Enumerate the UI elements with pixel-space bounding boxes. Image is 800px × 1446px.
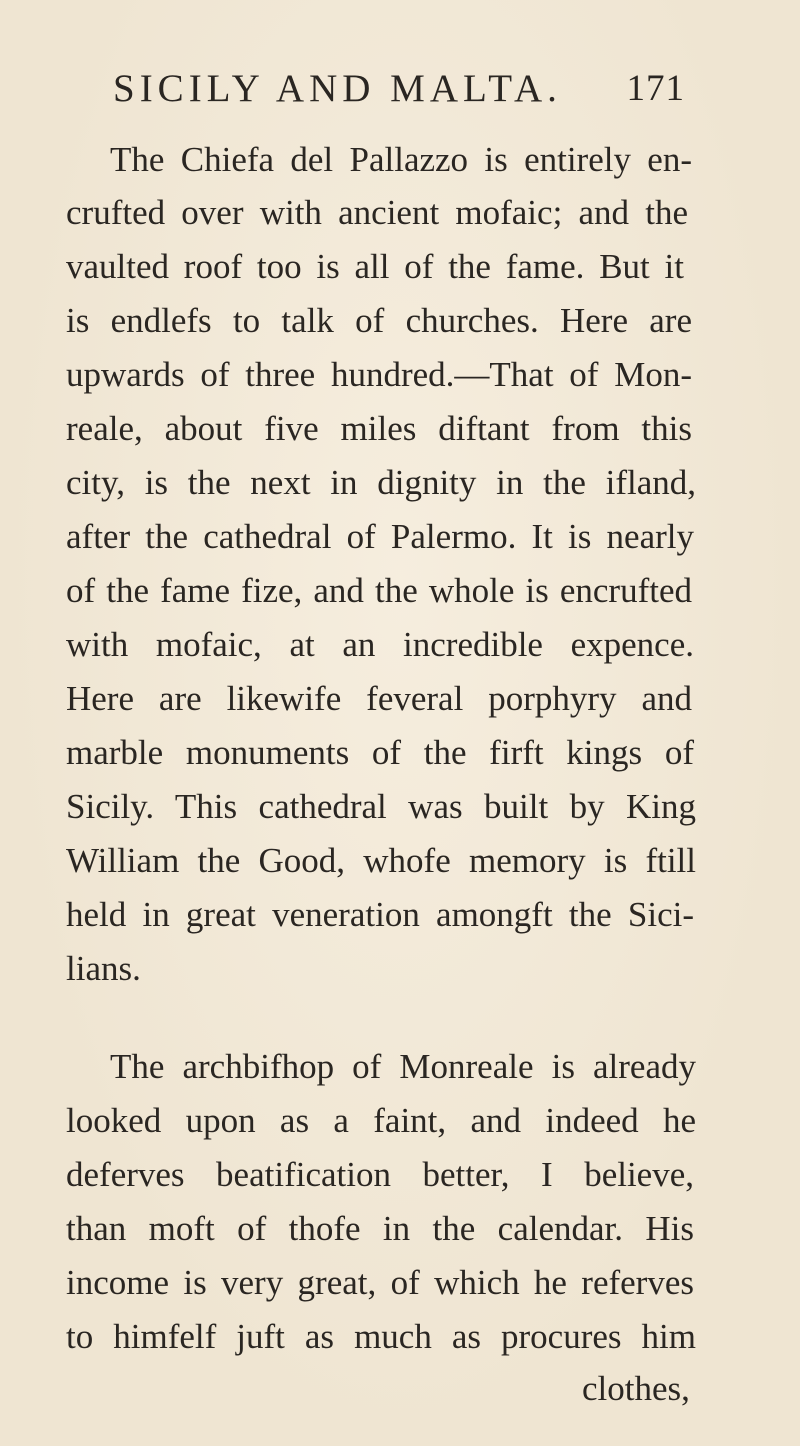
catchword: clothes, — [582, 1369, 690, 1408]
text-line: crufted over with ancient mofaic; and the — [66, 193, 688, 232]
text-line: is endlefs to talk of churches. Here are — [66, 301, 692, 340]
running-title: SICILY AND MALTA. — [113, 67, 562, 110]
text-line: of the fame fize, and the whole is encrufted — [66, 571, 692, 610]
text-line: with mofaic, at an incredible expence. — [66, 625, 694, 664]
text-line: Sicily. This cathedral was built by King — [66, 787, 696, 826]
text-line: deferves beatification better, I believe, — [66, 1155, 694, 1194]
text-line: to himfelf juft as much as procures him — [66, 1317, 696, 1356]
page-number: 171 — [626, 68, 685, 109]
page-header — [113, 64, 683, 114]
text-line: after the cathedral of Palermo. It is nearly — [66, 517, 694, 556]
text-line: marble monuments of the firft kings of — [66, 733, 694, 772]
text-line: Here are likewife feveral porphyry and — [66, 679, 692, 718]
text-line: reale, about five miles diftant from this — [66, 409, 692, 448]
text-line: income is very great, of which he referves — [66, 1263, 694, 1302]
text-line: lians. — [66, 949, 141, 988]
text-line: The Chiefa del Pallazzo is entirely en- — [110, 140, 692, 179]
text-line: upwards of three hundred.—That of Mon- — [66, 355, 692, 394]
text-line: William the Good, whofe memory is ftill — [66, 841, 696, 880]
text-line: looked upon as a faint, and indeed he — [66, 1101, 696, 1140]
text-line: vaulted roof too is all of the fame. But it — [66, 247, 684, 286]
text-line: city, is the next in dignity in the ifland, — [66, 463, 696, 502]
text-line: than moft of thofe in the calendar. His — [66, 1209, 694, 1248]
text-line: held in great veneration amongft the Sici- — [66, 895, 694, 934]
text-line: The archbifhop of Monreale is already — [110, 1047, 696, 1086]
